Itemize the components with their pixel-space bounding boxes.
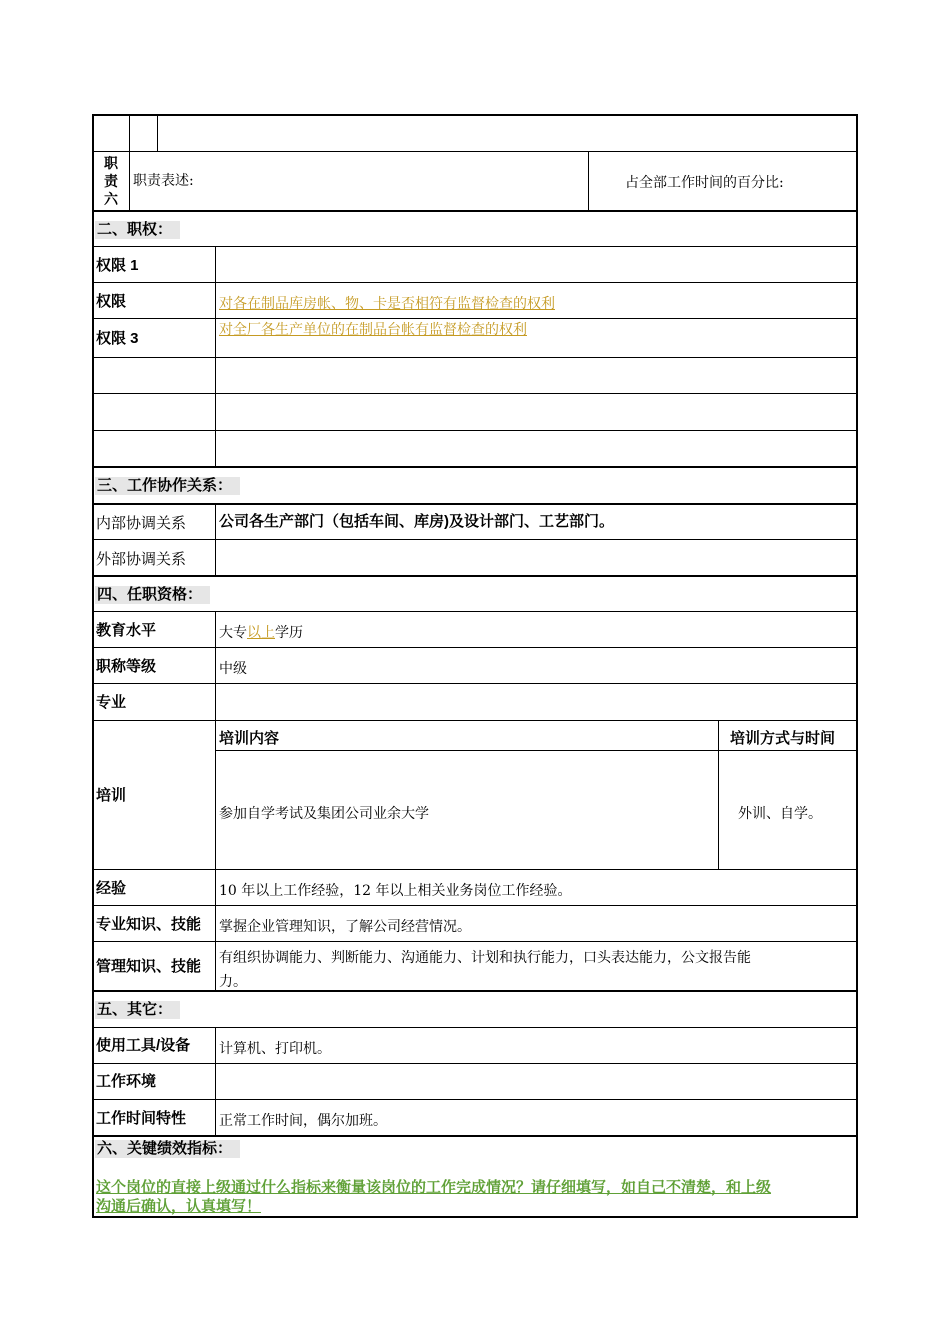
divider	[92, 357, 858, 358]
education-value-highlight: 以上	[247, 625, 275, 641]
divider	[92, 246, 858, 247]
section-2-title: 二、职权：	[95, 221, 180, 239]
internal-coordination-value: 公司各生产部门（包括车间、库房)及设计部门、工艺部门。	[219, 513, 614, 530]
authority-2-label: 权限	[96, 293, 127, 310]
duty6-char: 责	[104, 173, 118, 189]
experience-value: 10 年以上工作经验，12 年以上相关业务岗位工作经验。	[219, 883, 572, 899]
divider	[157, 114, 158, 151]
divider	[92, 869, 858, 870]
management-skills-value-line1: 有组织协调能力、判断能力、沟通能力、计划和执行能力，口头表达能力，公文报告能	[219, 950, 751, 966]
divider	[718, 720, 719, 869]
divider	[92, 318, 858, 319]
tools-value: 计算机、打印机。	[219, 1041, 331, 1057]
section-divider	[92, 1135, 858, 1137]
divider	[588, 151, 589, 210]
divider	[92, 647, 858, 648]
duty6-char: 职	[104, 155, 118, 171]
professional-skills-label: 专业知识、技能	[96, 916, 202, 933]
environment-label: 工作环境	[96, 1073, 157, 1090]
divider	[92, 905, 858, 906]
section-3-title: 三、工作协作关系：	[95, 477, 240, 495]
training-content-value: 参加自学考试及集团公司业余大学	[219, 806, 429, 822]
divider	[92, 1027, 858, 1028]
divider	[92, 941, 858, 942]
training-method-header: 培训方式与时间	[730, 730, 836, 747]
divider	[129, 114, 130, 210]
divider	[92, 393, 858, 394]
divider	[92, 1099, 858, 1100]
section-divider	[92, 210, 858, 212]
divider	[92, 611, 858, 612]
divider	[92, 720, 858, 721]
authority-3-value: 对全厂各生产单位的在制品台帐有监督检查的权利	[219, 322, 527, 338]
divider	[92, 539, 858, 540]
title-level-value: 中级	[219, 661, 247, 677]
duty6-label	[94, 154, 128, 208]
duty6-time-label: 占全部工作时间的百分比:	[625, 175, 784, 191]
authority-3-label: 权限 3	[96, 330, 139, 347]
training-label: 培训	[96, 787, 127, 804]
divider	[92, 1063, 858, 1064]
title-level-label: 职称等级	[96, 658, 157, 675]
work-time-value: 正常工作时间，偶尔加班。	[219, 1113, 387, 1129]
section-divider	[92, 990, 858, 992]
internal-coordination-label: 内部协调关系	[96, 514, 187, 532]
section-5-title: 五、其它：	[95, 1001, 180, 1019]
job-description-table	[92, 114, 858, 1218]
education-value-part: 学历	[275, 625, 303, 641]
kpi-note-line2: 沟通后确认，认真填写！	[96, 1198, 262, 1215]
authority-2-value: 对各在制品库房帐、物、卡是否相符有监督检查的权利	[219, 296, 555, 312]
divider	[92, 151, 858, 152]
kpi-note-line1: 这个岗位的直接上级通过什么指标来衡量该岗位的工作完成情况？请仔细填写，如自己不清楚，和上级	[96, 1179, 772, 1196]
management-skills-value-line2: 力。	[219, 974, 247, 990]
education-value	[219, 624, 303, 642]
section-6-title: 六、关键绩效指标：	[95, 1140, 240, 1158]
training-content-header: 培训内容	[219, 730, 280, 747]
authority-1-label: 权限 1	[96, 257, 139, 274]
divider	[92, 683, 858, 684]
major-label: 专业	[96, 694, 127, 711]
work-time-label: 工作时间特性	[96, 1110, 187, 1127]
education-value-part: 大专	[219, 625, 247, 641]
professional-skills-value: 掌握企业管理知识，了解公司经营情况。	[219, 919, 471, 935]
section-4-title: 四、任职资格：	[95, 586, 210, 604]
divider	[92, 430, 858, 431]
divider	[92, 282, 858, 283]
duty6-desc-label: 职责表述:	[133, 173, 194, 189]
divider	[215, 246, 216, 466]
experience-label: 经验	[96, 880, 127, 897]
divider	[215, 611, 216, 990]
section-divider	[92, 575, 858, 577]
section-divider	[92, 503, 858, 505]
education-label: 教育水平	[96, 622, 157, 639]
training-method-value: 外训、自学。	[738, 806, 822, 822]
tools-label: 使用工具/设备	[96, 1037, 191, 1054]
divider	[215, 750, 858, 751]
section-divider	[92, 466, 858, 468]
duty6-char: 六	[104, 191, 118, 207]
management-skills-label: 管理知识、技能	[96, 958, 202, 975]
external-coordination-label: 外部协调关系	[96, 550, 187, 568]
divider	[215, 1027, 216, 1135]
